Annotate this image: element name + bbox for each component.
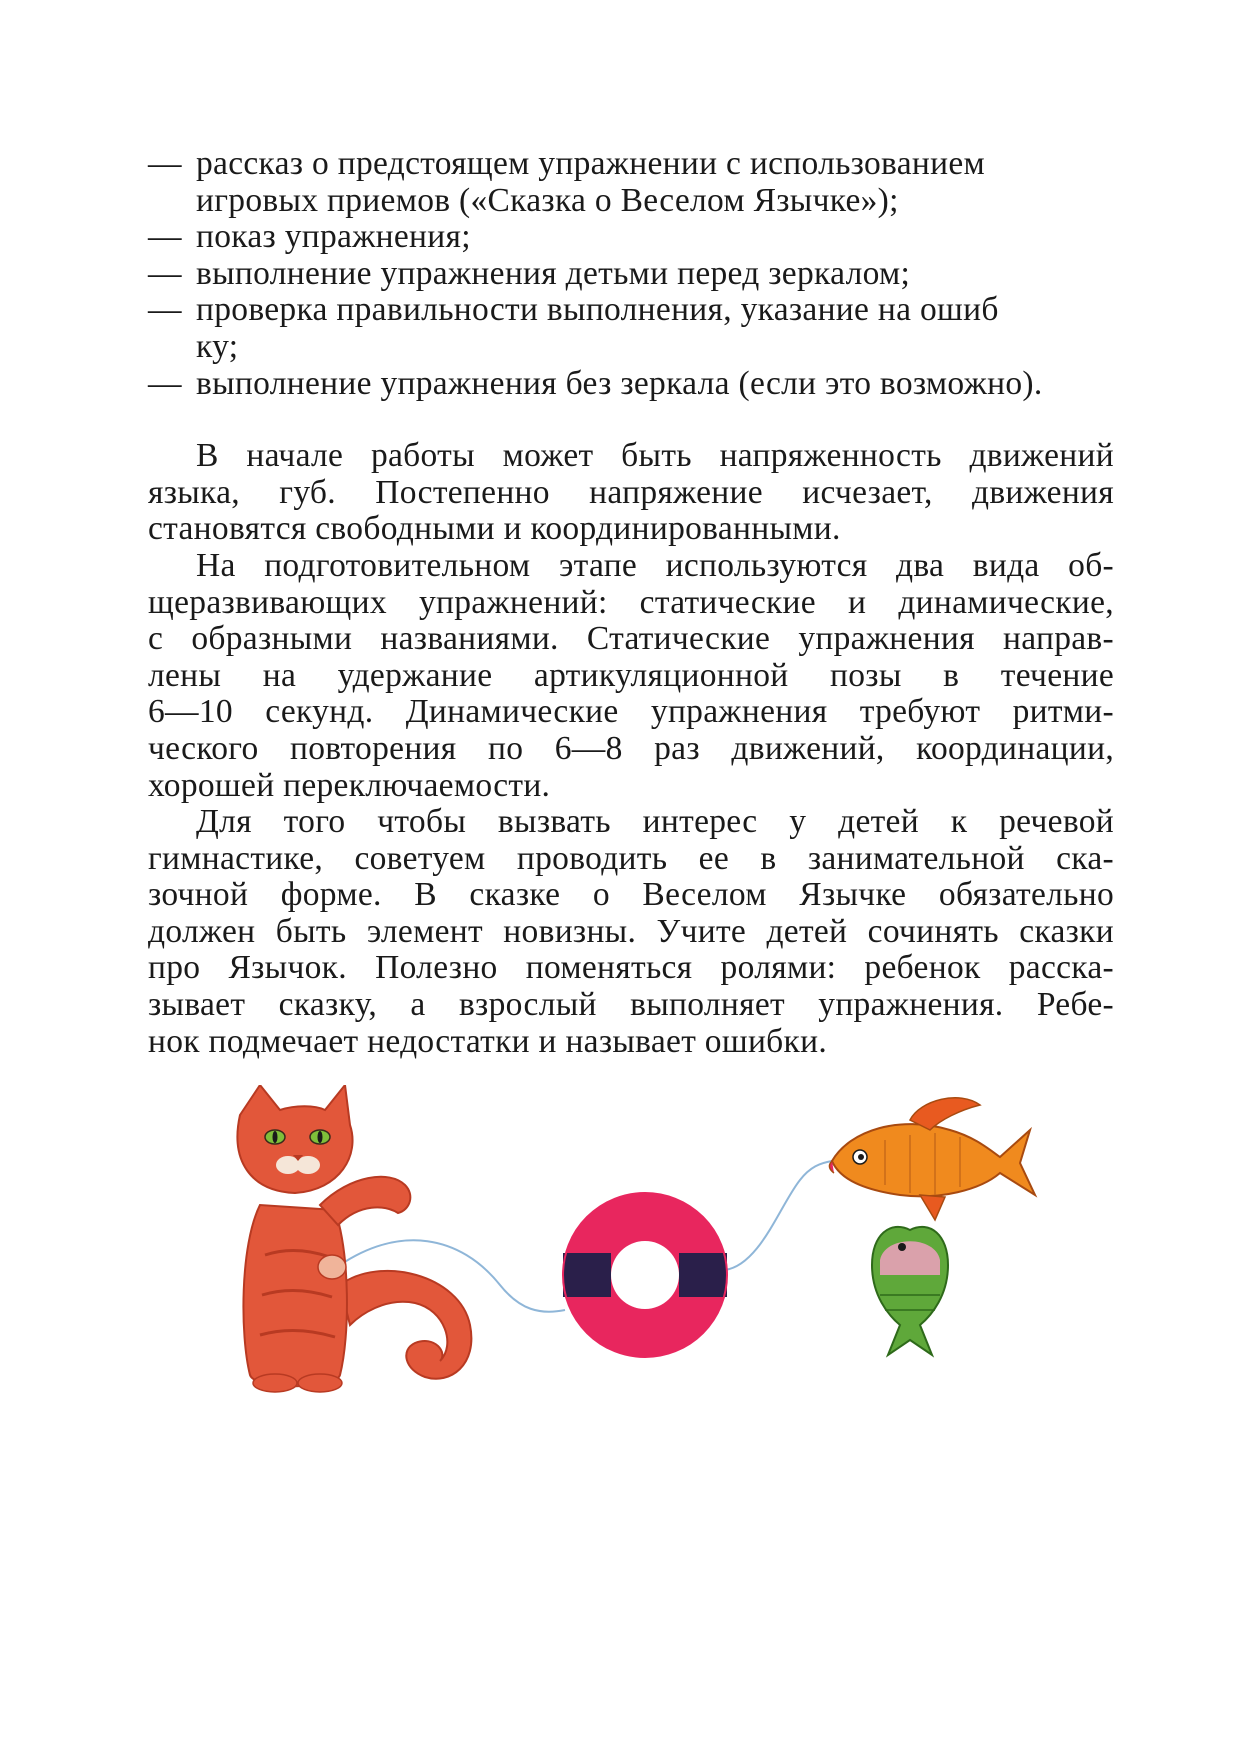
dash: — bbox=[148, 218, 182, 256]
paragraph bbox=[148, 438, 1114, 548]
paragraph-line: про Язычок. Полезно поменяться ролями: ребенок расска- bbox=[148, 949, 1114, 987]
dash: — bbox=[148, 145, 182, 182]
paragraph-line: нок подмечает недостатки и называет ошибки. bbox=[148, 1022, 828, 1060]
paragraph-line: хорошей переключаемости. bbox=[148, 766, 551, 804]
illustration-cat-ring-fish bbox=[220, 1085, 1040, 1405]
list-item-line: игровых приемов («Сказка о Веселом Язычке»); bbox=[196, 181, 899, 219]
paragraph-line: Для того чтобы вызвать интерес у детей к речевой bbox=[196, 803, 1114, 841]
dash: — bbox=[148, 291, 182, 329]
procedure-list bbox=[148, 146, 1114, 402]
fish-large-illustration bbox=[829, 1098, 1035, 1220]
paragraph-line: с образными названиями. Статические упражнения направ- bbox=[148, 620, 1114, 658]
paragraph-line: В начале работы может быть напряженность движений bbox=[196, 437, 1114, 475]
dash: — bbox=[148, 254, 182, 292]
paragraph-line: должен быть элемент новизны. Учите детей сочинять сказки bbox=[148, 912, 1114, 950]
list-item bbox=[148, 256, 1114, 293]
body-paragraphs bbox=[148, 438, 1114, 1060]
list-item-line: проверка правильности выполнения, указание на ошиб bbox=[196, 291, 999, 329]
list-item-line: ку; bbox=[196, 327, 239, 365]
paragraph-line: языка, губ. Постепенно напряжение исчезает, движения bbox=[148, 473, 1114, 511]
ring-illustration bbox=[563, 1193, 727, 1357]
list-item-line: показ упражнения; bbox=[196, 218, 471, 256]
list-item bbox=[148, 292, 1114, 365]
string-right bbox=[725, 1161, 832, 1270]
list-item bbox=[148, 366, 1114, 403]
paragraph-line: зывает сказку, а взрослый выполняет упражнения. Ребе- bbox=[148, 986, 1114, 1024]
paragraph-line: щеразвивающих упражнений: статические и динамические, bbox=[148, 583, 1114, 621]
list-item bbox=[148, 146, 1114, 219]
list-item-line: выполнение упражнения без зеркала (если это возможно). bbox=[196, 364, 1043, 402]
list-item-line: выполнение упражнения детьми перед зеркалом; bbox=[196, 254, 911, 292]
paragraph-line: гимнастике, советуем проводить ее в занимательной ска- bbox=[148, 839, 1114, 877]
dash: — bbox=[148, 364, 182, 402]
list-item bbox=[148, 219, 1114, 256]
list-item-line: рассказ о предстоящем упражнении с использованием bbox=[196, 145, 986, 182]
text-block bbox=[148, 146, 1114, 1060]
paragraph bbox=[148, 548, 1114, 804]
cat-illustration bbox=[237, 1085, 471, 1392]
paragraph-line: лены на удержание артикуляционной позы в течение bbox=[148, 656, 1114, 694]
paragraph bbox=[148, 804, 1114, 1060]
paragraph-line: ческого повторения по 6—8 раз движений, координации, bbox=[148, 729, 1114, 767]
fish-small-illustration bbox=[872, 1227, 948, 1355]
paragraph-line: становятся свободными и координированными. bbox=[148, 510, 841, 548]
paragraph-line: зочной форме. В сказке о Веселом Язычке обязательно bbox=[148, 876, 1114, 914]
paragraph-line: На подготовительном этапе используются два вида об- bbox=[196, 546, 1114, 584]
paragraph-line: 6—10 секунд. Динамические упражнения требуют ритми- bbox=[148, 693, 1114, 731]
